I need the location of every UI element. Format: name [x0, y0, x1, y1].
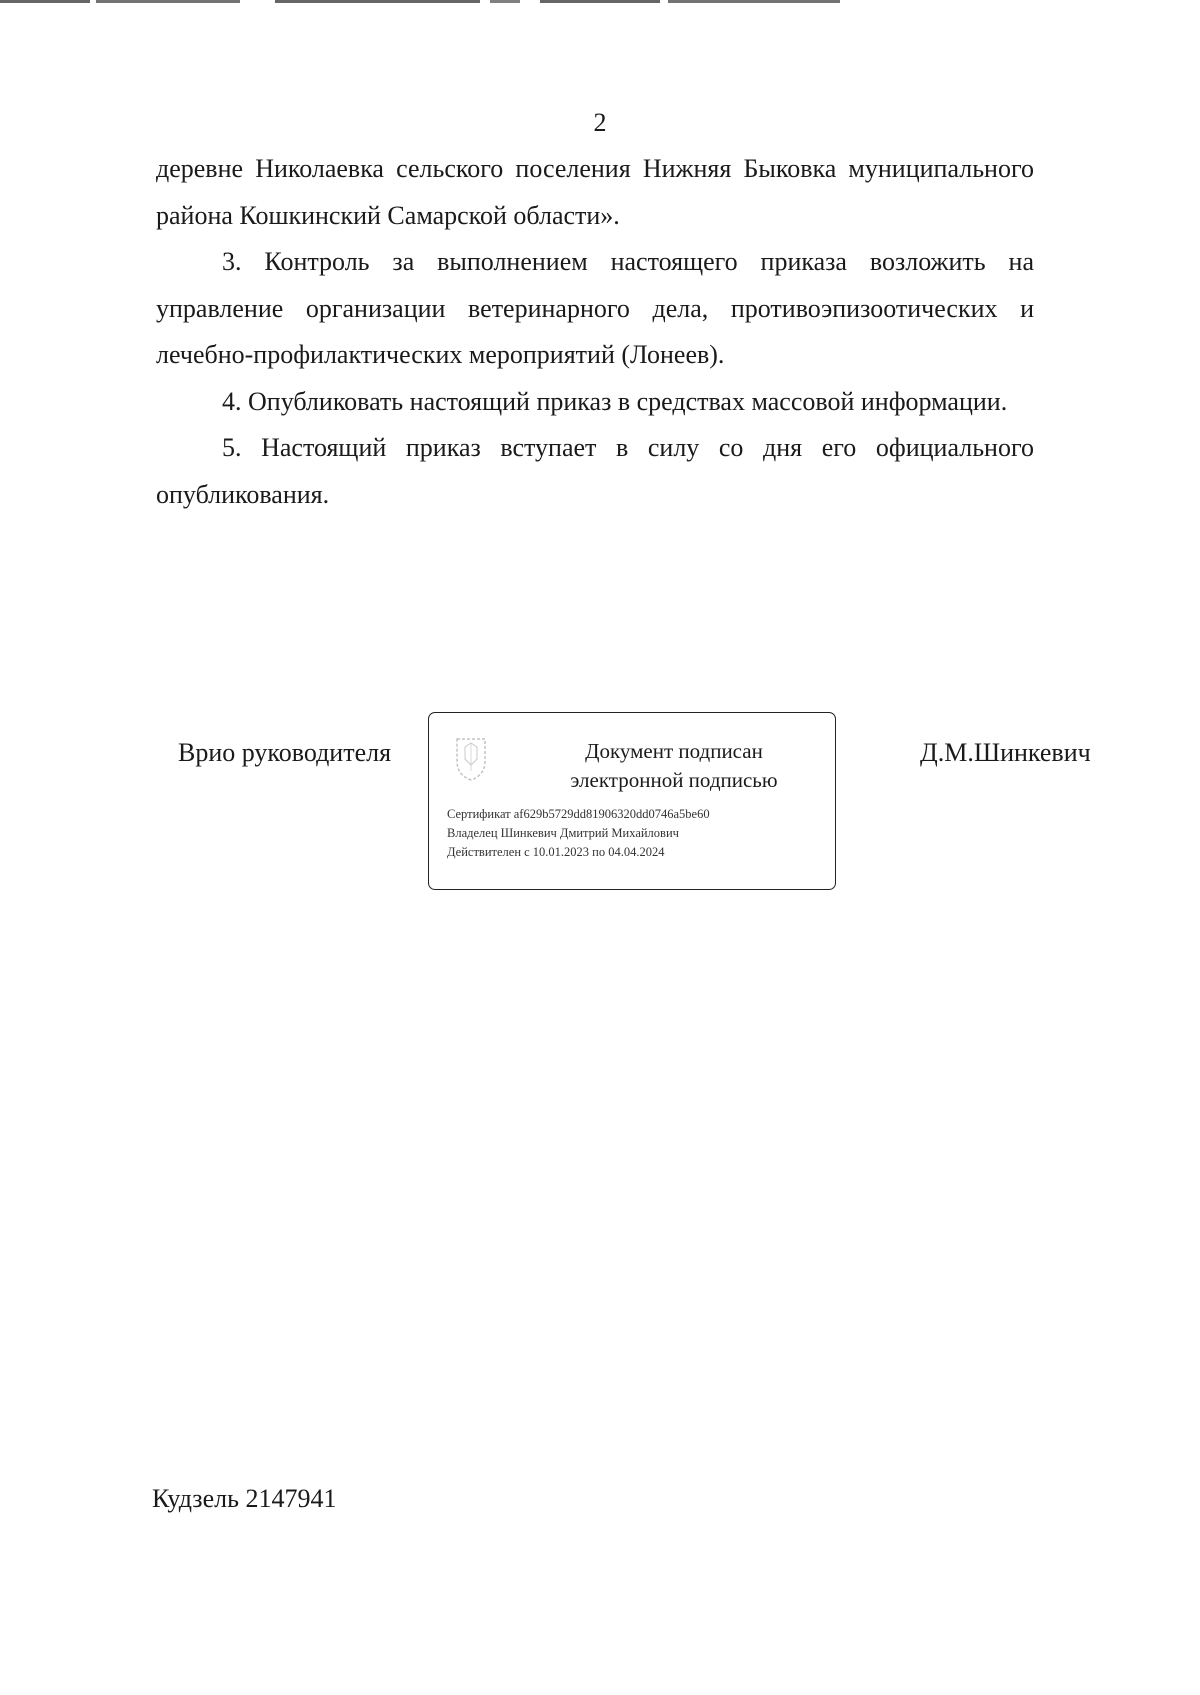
paragraph-item-4: 4. Опубликовать настоящий приказ в средствах массовой информации. [222, 386, 1008, 416]
signer-name: Д.М.Шинкевич [920, 738, 1091, 767]
certificate-owner: Владелец Шинкевич Дмитрий Михайлович [447, 826, 679, 840]
paragraph-item-3: 3. Контроль за выполнением настоящего приказа возложить на управление организации ветеринарного дела, противоэпизоотических и лечебно-профилактических мероприятий (Лонеев). [156, 247, 1034, 369]
signer-role: Врио руководителя [178, 738, 392, 767]
paragraph-continuation: деревне Николаевка сельского поселения Нижняя Быковка муниципального района Кошкинский Самарской области». [156, 154, 1034, 230]
paragraph-item-5: 5. Настоящий приказ вступает в силу со дня его официального опубликования. [156, 433, 1034, 509]
document-body [156, 146, 1034, 518]
stamp-heading-line: Документ подписан [585, 739, 763, 763]
stamp-heading-line: электронной подписью [570, 768, 778, 792]
coat-of-arms-icon [451, 733, 491, 783]
certificate-validity: Действителен с 10.01.2023 по 04.04.2024 [447, 845, 665, 859]
certificate-number: Сертификат af629b5729dd81906320dd0746a5be60 [447, 807, 710, 821]
electronic-signature-stamp [428, 712, 836, 890]
executor-note: Кудзель 2147941 [152, 1484, 337, 1513]
scan-edge-artifact [0, 0, 840, 3]
page-number: 2 [593, 108, 607, 137]
certificate-details [447, 805, 710, 862]
stamp-heading [529, 737, 819, 795]
